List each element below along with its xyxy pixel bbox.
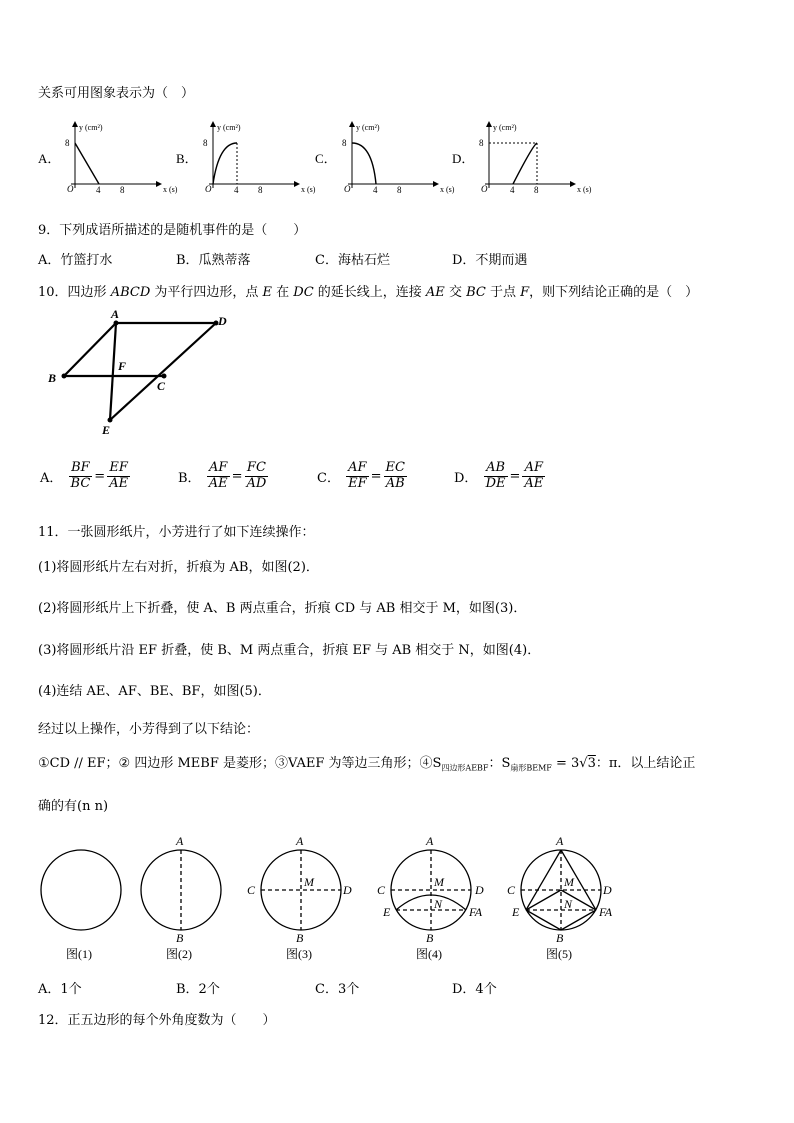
svg-text:A: A xyxy=(296,834,304,848)
svg-text:E: E xyxy=(512,905,520,919)
q11-option-d: D．4个 xyxy=(452,982,497,997)
q11-step-1: (1)将圆形纸片左右对折，折痕为 AB，如图(2)． xyxy=(38,560,319,575)
svg-text:4: 4 xyxy=(510,185,515,195)
caption-fig2: 图(2) xyxy=(166,947,192,961)
svg-text:D: D xyxy=(343,883,352,897)
svg-text:A: A xyxy=(426,834,434,848)
q8-graph-d xyxy=(452,122,592,195)
svg-text:y (cm²): y (cm²) xyxy=(493,123,517,132)
q10-parallelogram-figure xyxy=(44,308,244,438)
svg-text:y (cm²): y (cm²) xyxy=(79,123,103,132)
q8-graphs-svg xyxy=(38,118,598,204)
svg-text:O: O xyxy=(205,184,212,194)
svg-text:D: D xyxy=(475,883,484,897)
svg-text:x (s): x (s) xyxy=(440,185,455,194)
q11-stem: 11．一张圆形纸片，小芳进行了如下连续操作： xyxy=(38,525,315,540)
svg-text:x (s): x (s) xyxy=(163,185,178,194)
svg-text:B: B xyxy=(296,931,304,945)
q8-graph-c xyxy=(315,122,455,195)
svg-text:4: 4 xyxy=(234,185,239,195)
svg-text:O: O xyxy=(344,184,351,194)
svg-text:C: C xyxy=(247,883,256,897)
fig4-circle xyxy=(391,850,471,930)
q10-option-a: A． $\frac{BF}{BC}$ = $\frac{EF}{AE}$ xyxy=(40,460,129,491)
q8-graph-b xyxy=(176,122,316,195)
segment-ab xyxy=(64,323,116,376)
caption-fig5: 图(5) xyxy=(546,947,572,961)
q10-stem: 10．四边形 ABCD 为平行四边形，点 E 在 DC 的延长线上，连接 AE 交 BC 于点 F，则下列结论正确的是（ ） xyxy=(38,285,699,300)
q11-option-c: C．3个 xyxy=(315,982,360,997)
svg-text:N: N xyxy=(564,897,573,911)
svg-text:B: B xyxy=(176,931,184,945)
svg-text:M: M xyxy=(434,875,444,889)
svg-text:A: A xyxy=(176,834,184,848)
q11-circle-figures xyxy=(30,828,630,968)
svg-text:FA: FA xyxy=(469,905,483,919)
svg-text:D: D xyxy=(603,883,612,897)
q11-step-4: (4)连结 AE、AF、BE、BF，如图(5)． xyxy=(38,684,271,699)
svg-text:8: 8 xyxy=(120,185,125,195)
svg-text:O: O xyxy=(67,184,74,194)
q12-stem: 12．正五边形的每个外角度数为（ ） xyxy=(38,1013,276,1028)
svg-text:C: C xyxy=(377,883,386,897)
svg-text:B: B xyxy=(556,931,564,945)
svg-text:8: 8 xyxy=(342,138,347,148)
svg-text:N: N xyxy=(434,897,443,911)
svg-text:O: O xyxy=(481,184,488,194)
q8-graphs xyxy=(38,118,598,204)
q8-stem: 关系可用图象表示为（ ） xyxy=(38,86,195,101)
q11-option-a: A．1个 xyxy=(38,982,82,997)
svg-text:8: 8 xyxy=(479,138,484,148)
q11-lead: 经过以上操作，小芳得到了以下结论： xyxy=(38,722,260,737)
svg-text:4: 4 xyxy=(96,185,101,195)
svg-text:4: 4 xyxy=(373,185,378,195)
q9-option-b: B．瓜熟蒂落 xyxy=(176,253,251,268)
q11-continuation: 确的有(n n) xyxy=(38,799,109,814)
svg-text:y (cm²): y (cm²) xyxy=(217,123,241,132)
q10-option-c: C． $\frac{AF}{EF}$ = $\frac{EC}{AB}$ xyxy=(317,460,405,491)
q8-graph-letter: C． xyxy=(315,151,337,166)
svg-text:8: 8 xyxy=(65,138,70,148)
q8-graph-letter: A． xyxy=(38,151,61,166)
svg-text:A: A xyxy=(556,834,564,848)
caption-fig4: 图(4) xyxy=(416,947,442,961)
svg-text:8: 8 xyxy=(258,185,263,195)
caption-fig1: 图(1) xyxy=(66,947,92,961)
svg-text:FA: FA xyxy=(599,905,613,919)
q9-option-d: D．不期而遇 xyxy=(452,253,528,268)
q8-graph-letter: B． xyxy=(176,151,198,166)
q8-graph-letter: D． xyxy=(452,151,475,166)
label-e: E xyxy=(102,423,111,437)
svg-text:8: 8 xyxy=(397,185,402,195)
svg-text:x (s): x (s) xyxy=(301,185,316,194)
label-c: C xyxy=(157,379,166,393)
fig3-circle xyxy=(261,850,341,930)
svg-text:E: E xyxy=(383,905,391,919)
svg-text:8: 8 xyxy=(203,138,208,148)
q9-option-a: A．竹篮打水 xyxy=(38,253,113,268)
q9-stem: 9．下列成语所描述的是随机事件的是（ ） xyxy=(38,223,307,238)
segment-ae xyxy=(110,323,116,420)
q9-option-c: C．海枯石烂 xyxy=(315,253,390,268)
q10-option-b: B． $\frac{AF}{AE}$ = $\frac{FC}{AD}$ xyxy=(178,460,267,491)
q11-step-3: (3)将圆形纸片沿 EF 折叠，使 B、M 两点重合，折痕 EF 与 AB 相交于 N，如图(4)． xyxy=(38,643,541,658)
caption-fig3: 图(3) xyxy=(286,947,312,961)
svg-text:M: M xyxy=(564,875,574,889)
svg-text:x (s): x (s) xyxy=(577,185,592,194)
q8-graph-a xyxy=(38,122,178,195)
q11-step-2: (2)将圆形纸片上下折叠，使 A、B 两点重合，折痕 CD 与 AB 相交于 M，如图(3)． xyxy=(38,601,527,616)
q11-option-b: B．2个 xyxy=(176,982,220,997)
label-f: F xyxy=(118,359,127,373)
label-b: B xyxy=(48,371,57,385)
svg-text:M: M xyxy=(304,875,314,889)
label-a: A xyxy=(111,308,120,321)
q11-conclusions: ①CD // EF；② 四边形 MEBF 是菱形；③VAEF 为等边三角形；$④S_{四边形AEBF}$：$S_{扇形BEMF} = 3√3$：π．以上结论正 xyxy=(38,756,696,773)
svg-text:B: B xyxy=(426,931,434,945)
fig1-circle xyxy=(41,850,121,930)
label-d: D xyxy=(218,314,227,328)
fig2-circle xyxy=(141,850,221,930)
svg-text:y (cm²): y (cm²) xyxy=(356,123,380,132)
svg-text:8: 8 xyxy=(534,185,539,195)
svg-text:C: C xyxy=(507,883,516,897)
q10-option-d: D． $\frac{AB}{DE}$ = $\frac{AF}{AE}$ xyxy=(454,460,544,491)
